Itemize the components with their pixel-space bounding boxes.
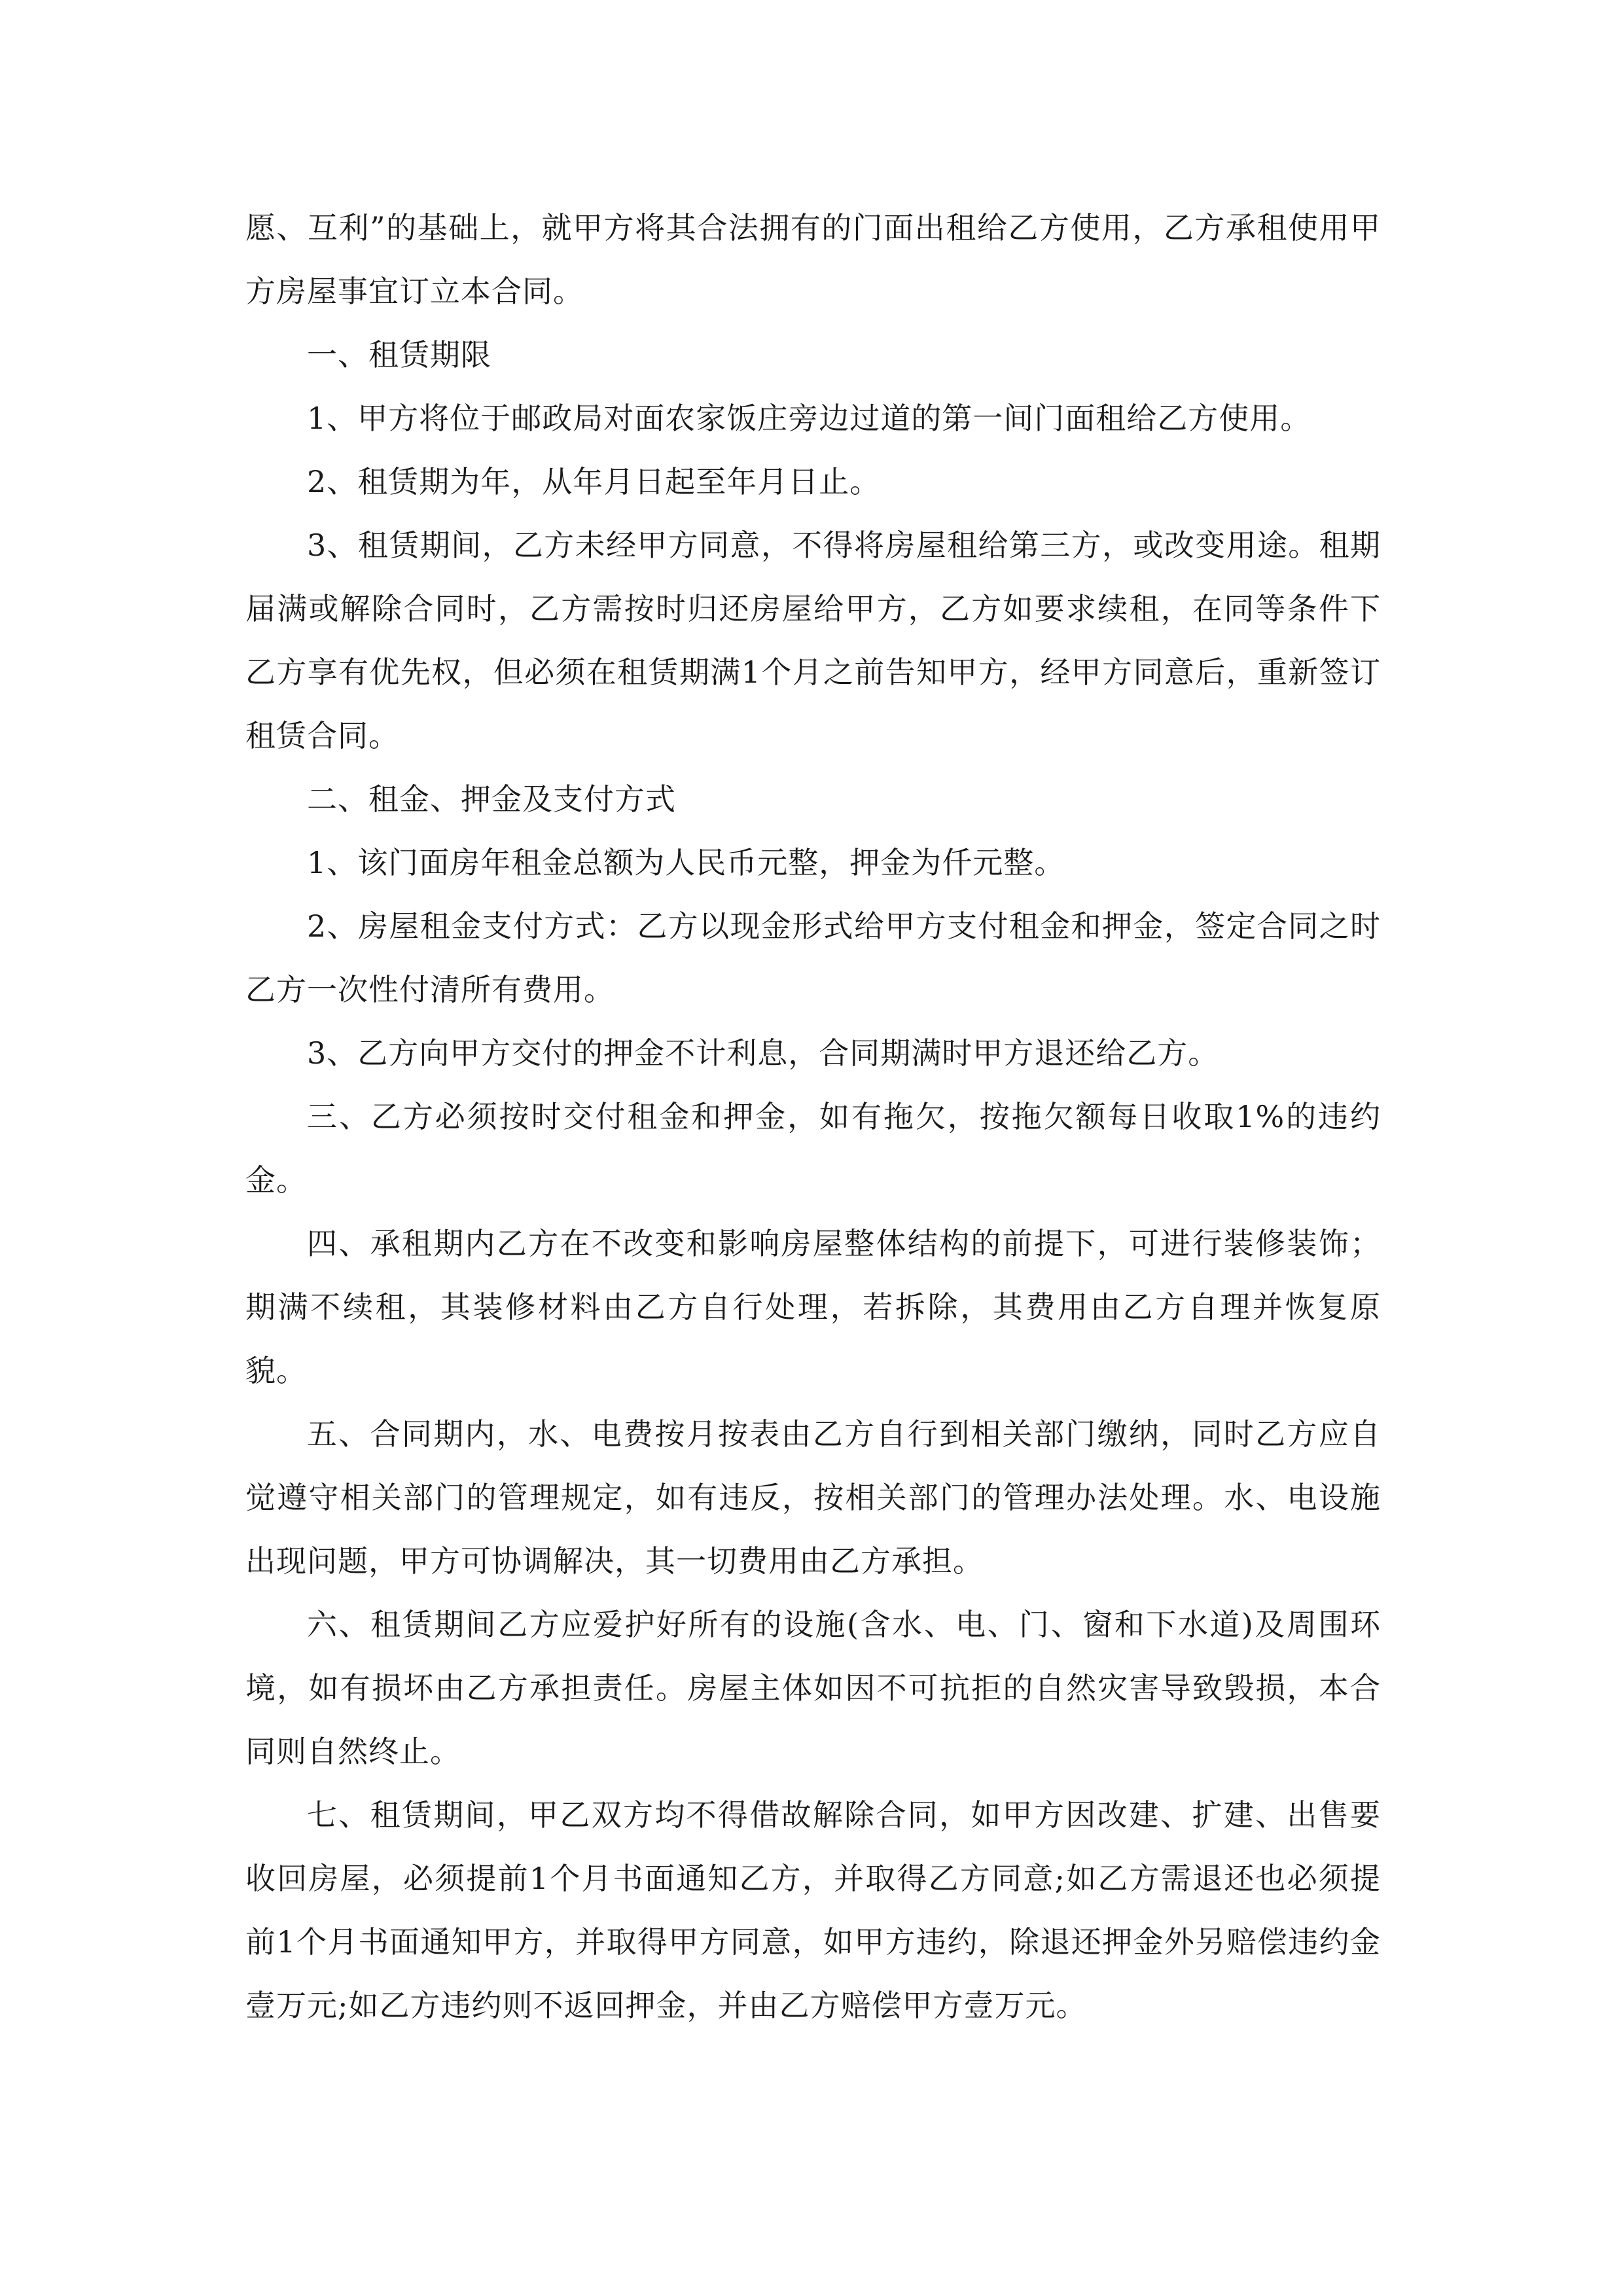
section-heading-lease-term: 一、租赁期限 (307, 337, 491, 372)
clause-2-1: 1、该门面房年租金总额为人民币元整，押金为仟元整。 (307, 845, 1065, 880)
section-5-utilities: 五、合同期内，水、电费按月按表由乙方自行到相关部门缴纳，同时乙方应自觉遵守相关部门的管理规定，如有违反，按相关部门的管理办法处理。水、电设施出现问题，甲方可协调解决，其一切费用由乙方承担。 (245, 1416, 1381, 1579)
clause-2-3: 3、乙方向甲方交付的押金不计利息，合同期满时甲方退还给乙方。 (307, 1035, 1219, 1071)
paragraph-intro-continuation: 愿、互利”的基础上，就甲方将其合法拥有的门面出租给乙方使用，乙方承租使用甲方房屋事宜订立本合同。 (245, 210, 1381, 309)
section-7-termination: 七、租赁期间，甲乙双方均不得借故解除合同，如甲方因改建、扩建、出售要收回房屋，必须提前1个月书面通知乙方，并取得乙方同意;如乙方需退还也必须提前1个月书面通知甲方，并取得甲方同意，如甲方违约，除退还押金外另赔偿违约金壹万元;如乙方违约则不返回押金，并由乙方赔偿甲方壹万元。 (245, 1797, 1381, 2023)
document-body (245, 196, 1381, 2037)
section-6-facilities: 六、租赁期间乙方应爱护好所有的设施(含水、电、门、窗和下水道)及周围环境，如有损坏由乙方承担责任。房屋主体如因不可抗拒的自然灾害导致毁损，本合同则自然终止。 (245, 1607, 1381, 1769)
section-4-renovation: 四、承租期内乙方在不改变和影响房屋整体结构的前提下，可进行装修装饰；期满不续租，其装修材料由乙方自行处理，若拆除，其费用由乙方自理并恢复原貌。 (245, 1226, 1381, 1388)
clause-2-2: 2、房屋租金支付方式：乙方以现金形式给甲方支付租金和押金，签定合同之时乙方一次性付清所有费用。 (245, 908, 1381, 1007)
clause-1-2: 2、租赁期为年，从年月日起至年月日止。 (307, 464, 881, 499)
clause-1-1: 1、甲方将位于邮政局对面农家饭庄旁边过道的第一间门面租给乙方使用。 (307, 401, 1311, 436)
clause-1-3: 3、租赁期间，乙方未经甲方同意，不得将房屋租给第三方，或改变用途。租期届满或解除合同时，乙方需按时归还房屋给甲方，乙方如要求续租，在同等条件下乙方享有优先权，但必须在租赁期满1个月之前告知甲方，经甲方同意后，重新签订租赁合同。 (245, 528, 1381, 753)
section-3-late-payment: 三、乙方必须按时交付租金和押金，如有拖欠，按拖欠额每日收取1%的违约金。 (245, 1099, 1381, 1198)
section-heading-rent-deposit: 二、租金、押金及支付方式 (307, 781, 676, 817)
